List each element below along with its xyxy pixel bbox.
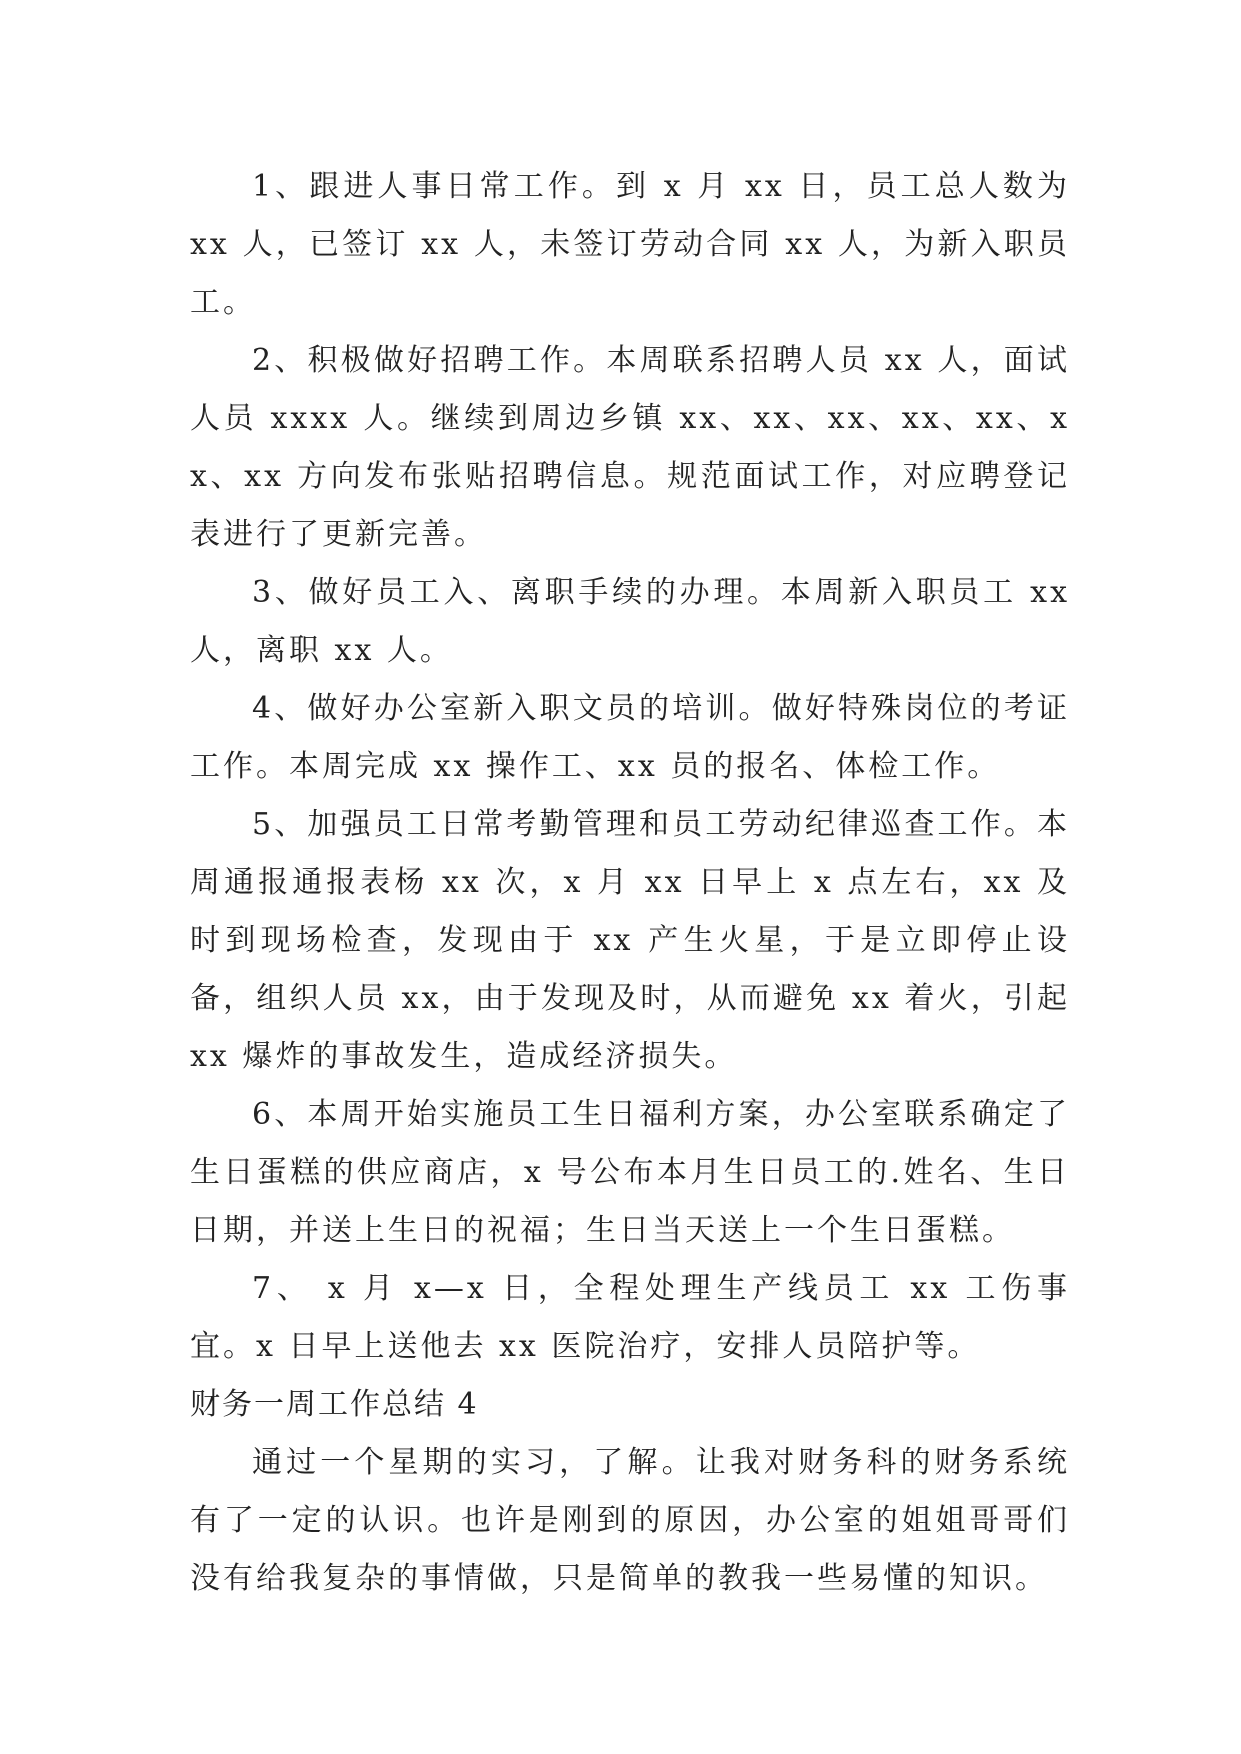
paragraph-2: 2、积极做好招聘工作。本周联系招聘人员 xx 人，面试人员 xxxx 人。继续到周边乡镇 xx、xx、xx、xx、xx、xx、xx 方向发布张贴招聘信息。规范面试工作，对应聘登记表进行了更新完善。 [190, 343, 1070, 552]
paragraph-3: 3、做好员工入、离职手续的办理。本周新入职员工 xx 人，离职 xx 人。 [190, 575, 1070, 668]
paragraph-1: 1、跟进人事日常工作。到 x 月 xx 日，员工总人数为 xx 人，已签订 xx 人，未签订劳动合同 xx 人，为新入职员工。 [190, 169, 1070, 320]
section-heading: 财务一周工作总结 4 [190, 1387, 479, 1422]
paragraph-5: 5、加强员工日常考勤管理和员工劳动纪律巡查工作。本周通报通报表杨 xx 次，x 月 xx 日早上 x 点左右，xx 及时到现场检查，发现由于 xx 产生火星，于是立即停止设备，组织人员 xx，由于发现及时，从而避免 xx 着火，引起 xx 爆炸的事故发生，造成经济损失。 [190, 807, 1070, 1074]
paragraph-7: 7、 x 月 x—x 日，全程处理生产线员工 xx 工伤事宜。x 日早上送他去 xx 医院治疗，安排人员陪护等。 [190, 1271, 1070, 1364]
closing-paragraph: 通过一个星期的实习，了解。让我对财务科的财务系统有了一定的认识。也许是刚到的原因，办公室的姐姐哥哥们没有给我复杂的事情做，只是简单的教我一些易懂的知识。 [190, 1445, 1070, 1596]
document-body [190, 158, 1070, 1608]
paragraph-6: 6、本周开始实施员工生日福利方案，办公室联系确定了生日蛋糕的供应商店，x 号公布本月生日员工的.姓名、生日日期，并送上生日的祝福；生日当天送上一个生日蛋糕。 [190, 1097, 1070, 1248]
paragraph-4: 4、做好办公室新入职文员的培训。做好特殊岗位的考证工作。本周完成 xx 操作工、xx 员的报名、体检工作。 [190, 691, 1070, 784]
